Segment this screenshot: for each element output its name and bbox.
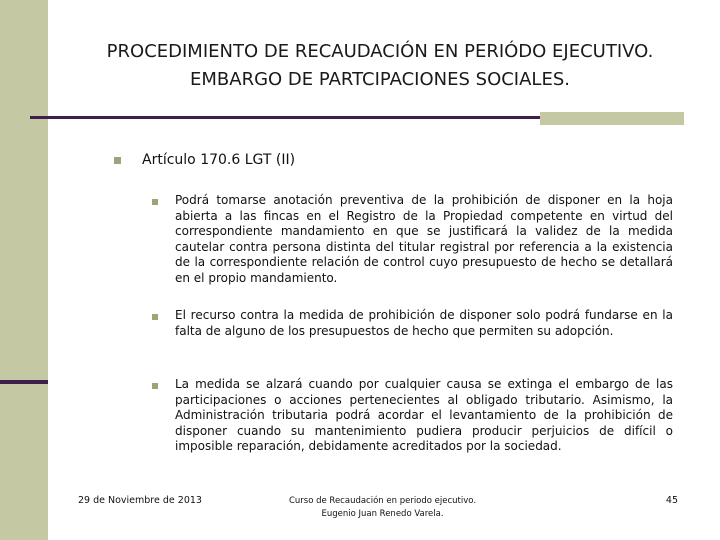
sidebar-band [0, 0, 48, 540]
footer-course-line-2: Eugenio Juan Renedo Varela. [321, 509, 444, 519]
paragraph-2: El recurso contra la medida de prohibición de disponer solo podrá fundarse en la falta de alguno de los presupuestos de hecho que permiten su adopción. [175, 308, 673, 338]
paragraph-3: La medida se alzará cuando por cualquier causa se extinga el embargo de las participaciones o acciones pertenecientes al obligado tributario. Asimismo, la Administración tributaria podrá acordar el levantamiento de la prohibición de disponer cuando su mantenimiento pudiera producir perjuicios de difícil o imposible reparación, debidamente acreditados por la sociedad. [175, 377, 673, 453]
divider-accent-box [540, 112, 684, 125]
square-bullet-icon [114, 157, 121, 164]
paragraph-1: Podrá tomarse anotación preventiva de la prohibición de disponer en la hoja abierta a las fincas en el Registro de la Propiedad competente en virtud del correspondiente mandamiento en que se justificará la validez de la medida cautelar contra persona distinta del titular registral por referencia a la existencia de la correspondiente relación de control cuyo presupuesto de hecho se detallará en el propio mandamiento. [175, 193, 673, 285]
page-number: 45 [665, 495, 678, 506]
footer-date: 29 de Noviembre de 2013 [78, 495, 202, 506]
square-bullet-icon [152, 383, 158, 389]
title-line-2: EMBARGO DE PARTCIPACIONES SOCIALES. [190, 69, 570, 90]
square-bullet-icon [152, 314, 158, 320]
slide-title [60, 38, 700, 94]
section-heading: Artículo 170.6 LGT (II) [142, 152, 296, 168]
sidebar-accent-line [0, 380, 48, 384]
title-line-1: PROCEDIMIENTO DE RECAUDACIÓN EN PERIÓDO EJECUTIVO. [106, 41, 654, 62]
footer-course-line-1: Curso de Recaudación en periodo ejecutivo. [288, 496, 477, 506]
square-bullet-icon [152, 199, 158, 205]
footer-course [260, 495, 505, 521]
title-divider [30, 116, 542, 119]
